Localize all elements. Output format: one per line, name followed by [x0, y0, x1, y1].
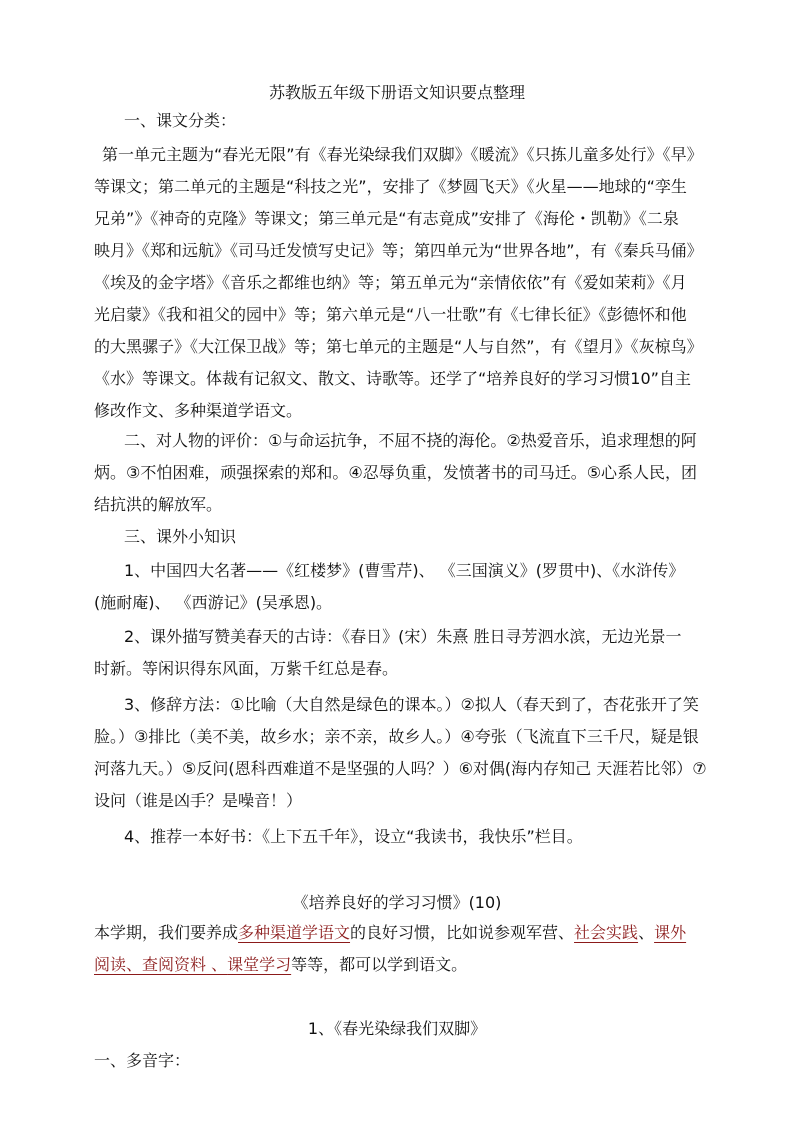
- habit-text: 本学期，我们要养成: [94, 923, 239, 942]
- section2-line: 结抗洪的解放军。: [94, 495, 223, 514]
- link-separator: 、: [206, 955, 228, 974]
- link-classroom-learning[interactable]: 课堂学习: [227, 955, 292, 974]
- knowledge-item-3-line: 脸。）③排比（美不美，故乡水；亲不亲，故乡人。）④夸张（飞流直下三千尺，疑是银: [94, 727, 699, 746]
- section1-line: 《水》等课文。体裁有记叙文、散文、诗歌等。还学了“培养良好的学习习惯10”自主: [94, 369, 691, 388]
- section2-line: 二、对人物的评价：①与命运抗争，不屈不挠的海伦。②热爱音乐，追求理想的阿: [124, 431, 697, 450]
- knowledge-item-2-line: 2、课外描写赞美春天的古诗：《春日》(宋）朱熹 胜日寻芳泗水滨，无边光景一: [124, 627, 682, 646]
- knowledge-item-3-line: 3、修辞方法：①比喻（大自然是绿色的课本。）②拟人（春天到了，杏花张开了笑: [124, 695, 699, 714]
- knowledge-item-3-line: 设问（谁是凶手？是噪音！）: [94, 791, 303, 810]
- link-reading-research[interactable]: 阅读、查阅资料: [94, 955, 207, 974]
- habit-line-2: [94, 950, 467, 980]
- habit-text: 等等，都可以学到语文。: [291, 955, 468, 974]
- section1-line: 修改作文、多种渠道学语文。: [94, 401, 303, 420]
- section3-heading: 三、课外小知识: [124, 527, 237, 546]
- knowledge-item-3-line: 河落九天。）⑤反问(恩科西难道不是坚强的人吗？）⑥对偶(海内存知己 天涯若比邻）⑦: [94, 759, 707, 778]
- habit-text: 、: [638, 923, 655, 942]
- section1-line: 光启蒙》《我和祖父的园中》等；第六单元是“八一壮歌”有《七律长征》《彭德怀和他: [94, 305, 687, 324]
- polyphone-heading: 一、多音字：: [94, 1051, 191, 1070]
- knowledge-item-1-line: 1、中国四大名著——《红楼梦》(曹雪芹)、 《三国演义》(罗贯中)、《水浒传》: [124, 561, 685, 580]
- section1-line: 等课文；第二单元的主题是“科技之光”，安排了《梦圆飞天》《火星——地球的“孪生: [94, 177, 687, 196]
- section1-line: 《埃及的金字塔》《音乐之都维也纳》等；第五单元为“亲情依依”有《爱如茉莉》《月: [94, 273, 687, 292]
- lesson-title: 1、《春光染绿我们双脚》: [307, 1019, 487, 1038]
- knowledge-item-1-line: (施耐庵)、 《西游记》(吴承恩)。: [94, 593, 333, 612]
- section1-line: 兄弟”》《神奇的克隆》等课文；第三单元是“有志竟成”安排了《海伦・凯勒》《二泉: [94, 209, 679, 228]
- habit-line-1: [94, 918, 686, 948]
- habit-text: 的良好习惯，比如说参观军营、: [350, 923, 575, 942]
- habit-title: 《培养良好的学习习惯》(10): [292, 893, 502, 912]
- section1-heading: 一、课文分类：: [124, 111, 237, 130]
- section1-line: 映月》《郑和远航》《司马迁发愤写史记》等；第四单元为“世界各地”，有《秦兵马俑》: [94, 241, 703, 260]
- section2-line: 炳。③不怕困难，顽强探索的郑和。④忍辱负重，发愤著书的司马迁。⑤心系人民，团: [94, 463, 698, 482]
- link-social-practice[interactable]: 社会实践: [574, 923, 639, 942]
- section1-line: 的大黑骡子》《大江保卫战》等；第七单元的主题是“人与自然”，有《望月》《灰椋鸟》: [94, 337, 703, 356]
- knowledge-item-4: 4、推荐一本好书：《上下五千年》，设立“我读书，我快乐”栏目。: [124, 827, 583, 846]
- link-extracurricular[interactable]: 课外: [654, 923, 687, 942]
- knowledge-item-2-line: 时新。等闲识得东风面，万紫千红总是春。: [94, 659, 399, 678]
- document-title: 苏教版五年级下册语文知识要点整理: [268, 83, 525, 102]
- section1-line: 第一单元主题为“春光无限”有《春光染绿我们双脚》《暖流》《只拣儿童多处行》《早》: [102, 145, 703, 164]
- link-multi-channel[interactable]: 多种渠道学语文: [238, 923, 351, 942]
